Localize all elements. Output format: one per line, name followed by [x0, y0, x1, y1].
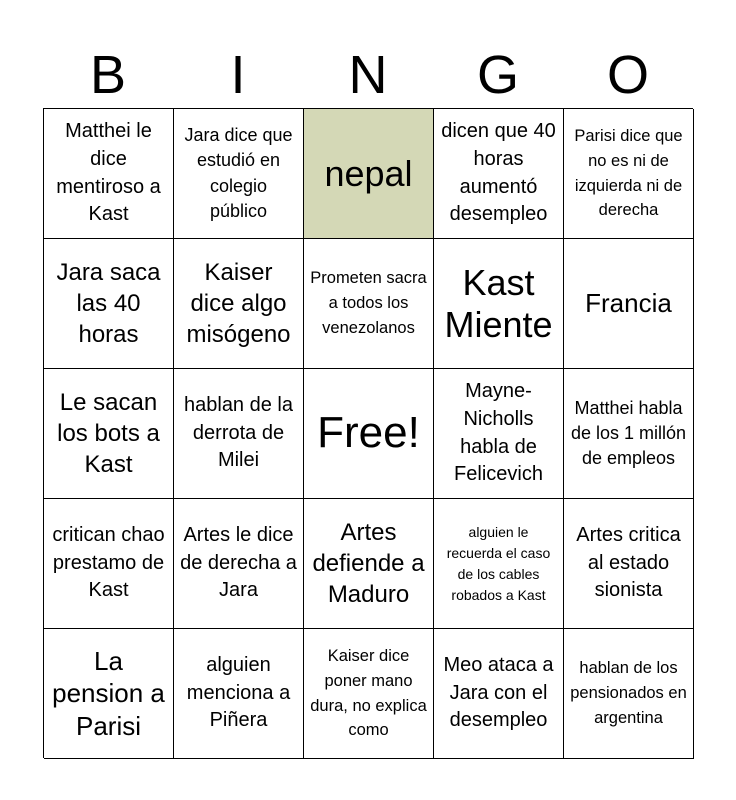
bingo-cell-r5-c5[interactable]: hablan de los pensionados en argentina	[564, 629, 694, 759]
bingo-cell-r3-c2[interactable]: hablan de la derrota de Milei	[174, 369, 304, 499]
header-letter-b: B	[89, 45, 127, 105]
bingo-cell-r4-c1[interactable]: critican chao prestamo de Kast	[44, 499, 174, 629]
bingo-cell-r5-c3[interactable]: Kaiser dice poner mano dura, no explica como	[304, 629, 434, 759]
bingo-cell-r5-c2[interactable]: alguien menciona a Piñera	[174, 629, 304, 759]
header-letter-i: I	[230, 45, 246, 105]
bingo-cell-r1-c1[interactable]: Matthei le dice mentiroso a Kast	[44, 109, 174, 239]
bingo-cell-r2-c1[interactable]: Jara saca las 40 horas	[44, 239, 174, 369]
bingo-cell-r5-c4[interactable]: Meo ataca a Jara con el desempleo	[434, 629, 564, 759]
bingo-cell-r4-c2[interactable]: Artes le dice de derecha a Jara	[174, 499, 304, 629]
bingo-cell-r4-c4[interactable]: alguien le recuerda el caso de los cables robados a Kast	[434, 499, 564, 629]
header-letter-o: O	[606, 45, 649, 105]
bingo-cell-r2-c4[interactable]: Kast Miente	[434, 239, 564, 369]
header-letter-n: N	[348, 45, 388, 105]
bingo-cell-r5-c1[interactable]: La pension a Parisi	[44, 629, 174, 759]
header-letter-g: G	[476, 45, 519, 105]
bingo-cell-r3-c5[interactable]: Matthei habla de los 1 millón de empleos	[564, 369, 694, 499]
bingo-cell-r2-c5[interactable]: Francia	[564, 239, 694, 369]
bingo-cell-r3-c3-free[interactable]: Free!	[304, 369, 434, 499]
bingo-cell-r2-c2[interactable]: Kaiser dice algo misógeno	[174, 239, 304, 369]
bingo-cell-r1-c2[interactable]: Jara dice que estudió en colegio público	[174, 109, 304, 239]
bingo-cell-r1-c3[interactable]: nepal	[304, 109, 434, 239]
bingo-cell-r4-c3[interactable]: Artes defiende a Maduro	[304, 499, 434, 629]
bingo-cell-r1-c4[interactable]: dicen que 40 horas aumentó desempleo	[434, 109, 564, 239]
bingo-cell-r2-c3[interactable]: Prometen sacra a todos los venezolanos	[304, 239, 434, 369]
bingo-cell-r1-c5[interactable]: Parisi dice que no es ni de izquierda ni de derecha	[564, 109, 694, 239]
bingo-card	[43, 108, 693, 758]
bingo-cell-r3-c4[interactable]: Mayne-Nicholls habla de Felicevich	[434, 369, 564, 499]
bingo-cell-r3-c1[interactable]: Le sacan los bots a Kast	[44, 369, 174, 499]
bingo-header	[43, 42, 693, 108]
bingo-cell-r4-c5[interactable]: Artes critica al estado sionista	[564, 499, 694, 629]
